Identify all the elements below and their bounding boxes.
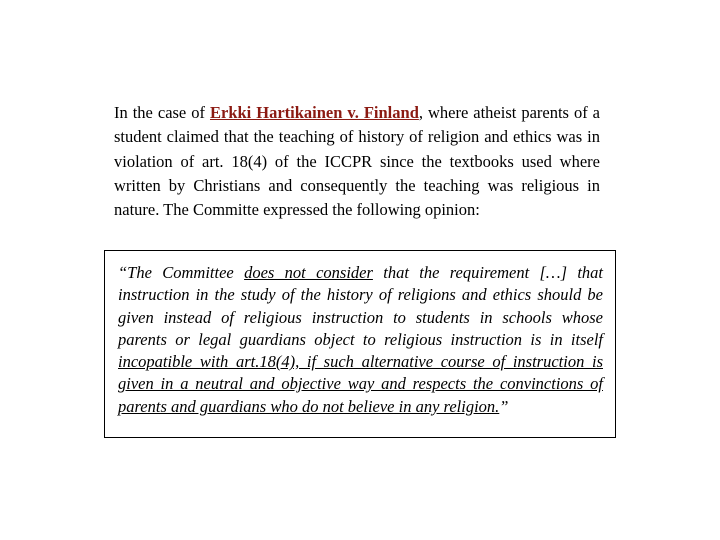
- quote-underlined-2: incopatible with art.18(4), if such alternative course of instruction is given in a neutral and objective way and respects the convinctions of parents and guardians who do not believe in any religion.: [118, 352, 603, 416]
- quote-box: [104, 250, 616, 438]
- case-name: Erkki Hartikainen v. Finland: [209, 103, 419, 122]
- intro-prefix: In the case of: [114, 103, 210, 122]
- committee-quote: [118, 262, 603, 418]
- intro-paragraph: [114, 101, 600, 222]
- quote-text-2: that the requirement […] that instruction in the study of the history of religions and ethics should be given instead of religious instruction to students in schools whose parents or legal guardians object to religious instruction is in itself: [118, 263, 603, 349]
- quote-text-1: “The Committee: [118, 263, 245, 282]
- intro-rest: , where atheist parents of a student claimed that the teaching of history of religion and ethics was in violation of art. 18(4) of the ICCPR since the textbooks used where written by Christians and consequently the teaching was religious in nature. The Committe expressed the following opinion:: [114, 103, 601, 220]
- quote-underlined-1: does not consider: [244, 263, 373, 282]
- quote-text-3: ”: [499, 396, 509, 416]
